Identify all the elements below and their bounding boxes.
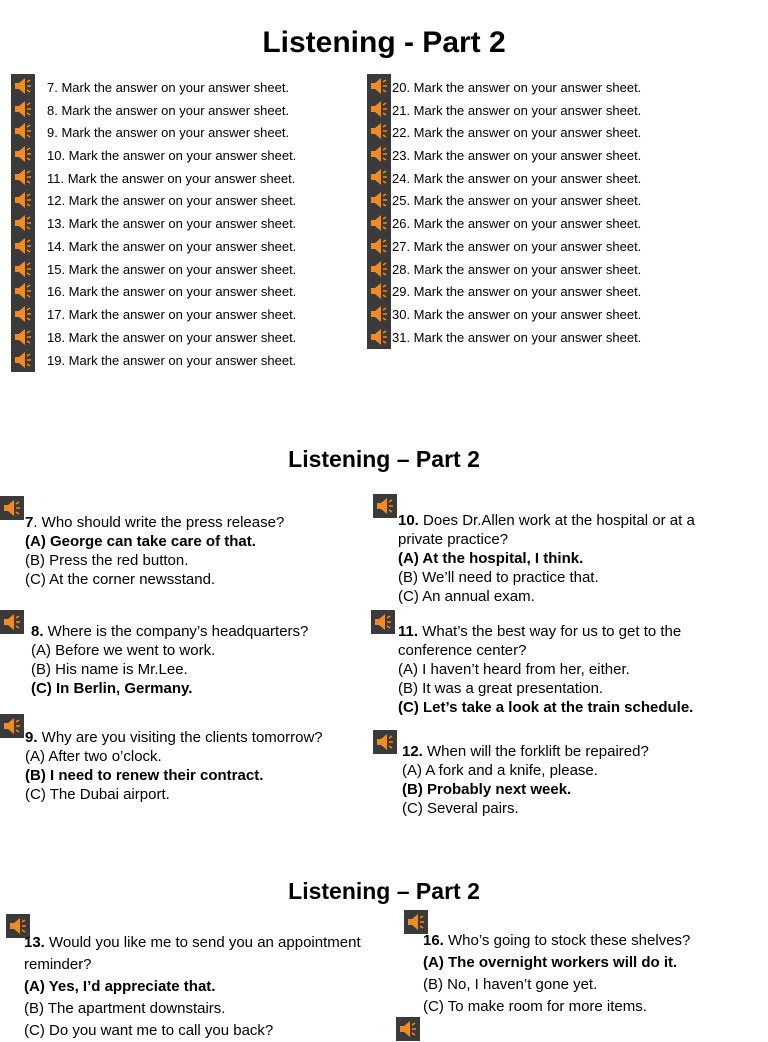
section-title-3: Listening – Part 2 — [288, 878, 480, 904]
audio-list-item: 11. Mark the answer on your answer sheet. — [47, 171, 296, 186]
speaker-icon[interactable] — [373, 730, 397, 754]
question-number: 10. — [398, 512, 419, 529]
answer-option-b: (B) It was a great presentation. — [398, 680, 604, 697]
speaker-icon[interactable] — [11, 188, 35, 212]
question-number: 13. — [24, 934, 45, 951]
speaker-icon[interactable] — [11, 142, 35, 166]
question-13 — [24, 932, 396, 1042]
speaker-icon[interactable] — [11, 119, 35, 143]
answer-option-c: (C) To make room for more items. — [423, 998, 647, 1015]
audio-list-item: 10. Mark the answer on your answer sheet. — [47, 148, 297, 163]
speaker-icon[interactable] — [11, 234, 35, 258]
section-title-2: Listening – Part 2 — [288, 446, 480, 472]
speaker-icon[interactable] — [11, 211, 35, 235]
question-number: 11. — [398, 623, 419, 640]
audio-list-item: 28. Mark the answer on your answer sheet. — [392, 262, 642, 277]
speaker-icon[interactable] — [11, 97, 35, 121]
audio-list-item: 21. Mark the answer on your answer sheet. — [392, 103, 642, 118]
answer-option-b: (B) Press the red button. — [25, 552, 189, 569]
speaker-icon[interactable] — [396, 1017, 420, 1041]
audio-list-item: 14. Mark the answer on your answer sheet. — [47, 239, 297, 254]
answer-option-c: (C) At the corner newsstand. — [25, 571, 216, 588]
audio-list-item: 31. Mark the answer on your answer sheet. — [392, 330, 642, 345]
speaker-icon[interactable] — [11, 74, 35, 98]
speaker-icon[interactable] — [367, 211, 391, 235]
speaker-icon[interactable] — [367, 302, 391, 326]
audio-list-item: 19. Mark the answer on your answer sheet. — [47, 353, 297, 368]
question-stem: Who’s going to stock these shelves? — [443, 932, 691, 949]
speaker-icon[interactable] — [371, 610, 395, 634]
speaker-icon[interactable] — [11, 257, 35, 281]
question-12 — [402, 742, 742, 818]
question-9 — [25, 728, 365, 804]
audio-list-item: 24. Mark the answer on your answer sheet. — [392, 171, 642, 186]
answer-option-c: (C) In Berlin, Germany. — [31, 680, 193, 697]
answer-option-b: (B) The apartment downstairs. — [24, 1000, 226, 1017]
answer-option-c: (C) Several pairs. — [402, 800, 519, 817]
audio-list-item: 17. Mark the answer on your answer sheet. — [47, 307, 297, 322]
question-number: 12. — [402, 743, 423, 760]
speaker-icon[interactable] — [0, 496, 24, 520]
audio-list-item: 8. Mark the answer on your answer sheet. — [47, 103, 290, 118]
answer-option-c: (C) Do you want me to call you back? — [24, 1022, 274, 1039]
audio-list-item: 15. Mark the answer on your answer sheet. — [47, 262, 297, 277]
speaker-icon[interactable] — [11, 348, 35, 372]
speaker-icon[interactable] — [373, 494, 397, 518]
answer-option-b: (B) No, I haven’t gone yet. — [423, 976, 598, 993]
question-11 — [398, 622, 743, 717]
answer-option-b: (B) We’ll need to practice that. — [398, 569, 599, 586]
speaker-icon[interactable] — [11, 325, 35, 349]
speaker-icon[interactable] — [367, 257, 391, 281]
audio-list-item: 30. Mark the answer on your answer sheet. — [392, 307, 642, 322]
speaker-icon[interactable] — [367, 165, 391, 189]
answer-option-b: (B) His name is Mr.Lee. — [31, 661, 188, 678]
audio-list-item: 18. Mark the answer on your answer sheet. — [47, 330, 297, 345]
speaker-icon[interactable] — [367, 279, 391, 303]
answer-option-b: (B) Probably next week. — [402, 781, 572, 798]
answer-option-c: (C) The Dubai airport. — [25, 786, 170, 803]
question-stem: Does Dr.Allen work at the hospital or at a private practice? — [398, 512, 695, 548]
answer-option-a: (A) The overnight workers will do it. — [423, 954, 678, 971]
answer-option-a: (A) At the hospital, I think. — [398, 550, 584, 567]
answer-option-b: (B) I need to renew their contract. — [25, 767, 264, 784]
audio-list-item: 20. Mark the answer on your answer sheet. — [392, 80, 642, 95]
question-number: 8. — [31, 623, 44, 640]
question-16 — [423, 930, 763, 1018]
speaker-icon[interactable] — [367, 325, 391, 349]
answer-option-a: (A) I haven’t heard from her, either. — [398, 661, 630, 678]
speaker-icon[interactable] — [11, 279, 35, 303]
answer-option-a: (A) Yes, I’d appreciate that. — [24, 978, 216, 995]
audio-list-item: 7. Mark the answer on your answer sheet. — [47, 80, 290, 95]
question-stem: When will the forklift be repaired? — [422, 743, 649, 760]
question-stem: Why are you visiting the clients tomorrow? — [37, 729, 323, 746]
speaker-icon[interactable] — [0, 610, 24, 634]
question-number: 9. — [25, 729, 38, 746]
question-stem: What’s the best way for us to get to the conference center? — [398, 623, 682, 659]
section-title-1: Listening - Part 2 — [262, 26, 506, 59]
answer-option-a: (A) A fork and a knife, please. — [402, 762, 598, 779]
audio-list-item: 23. Mark the answer on your answer sheet. — [392, 148, 642, 163]
speaker-icon[interactable] — [367, 97, 391, 121]
answer-option-c: (C) An annual exam. — [398, 588, 535, 605]
question-8 — [31, 622, 361, 698]
answer-option-a: (A) George can take care of that. — [25, 533, 256, 550]
speaker-icon[interactable] — [367, 74, 391, 98]
question-stem: Would you like me to send you an appointment reminder? — [24, 934, 361, 973]
speaker-icon[interactable] — [0, 714, 24, 738]
audio-list-item: 27. Mark the answer on your answer sheet. — [392, 239, 642, 254]
answer-option-a: (A) Before we went to work. — [31, 642, 216, 659]
question-7 — [25, 513, 355, 589]
speaker-icon[interactable] — [11, 302, 35, 326]
audio-list-item: 29. Mark the answer on your answer sheet. — [392, 284, 642, 299]
speaker-icon[interactable] — [367, 234, 391, 258]
answer-option-c: (C) Let’s take a look at the train schedule. — [398, 699, 694, 716]
answer-option-a: (A) After two o’clock. — [25, 748, 162, 765]
question-number: 16. — [423, 932, 444, 949]
speaker-icon[interactable] — [367, 142, 391, 166]
audio-list-item: 22. Mark the answer on your answer sheet. — [392, 125, 642, 140]
audio-list-item: 16. Mark the answer on your answer sheet. — [47, 284, 297, 299]
audio-list-item: 25. Mark the answer on your answer sheet. — [392, 193, 642, 208]
speaker-icon[interactable] — [11, 165, 35, 189]
question-number: 7 — [25, 514, 34, 531]
audio-list-item: 9. Mark the answer on your answer sheet. — [47, 125, 290, 140]
question-stem: . Who should write the press release? — [33, 514, 285, 531]
audio-list-item: 12. Mark the answer on your answer sheet. — [47, 193, 297, 208]
audio-list-item: 13. Mark the answer on your answer sheet. — [47, 216, 297, 231]
audio-list-item: 26. Mark the answer on your answer sheet. — [392, 216, 642, 231]
speaker-icon[interactable] — [367, 188, 391, 212]
question-10 — [398, 511, 738, 606]
question-stem: Where is the company’s headquarters? — [43, 623, 309, 640]
speaker-icon[interactable] — [367, 119, 391, 143]
